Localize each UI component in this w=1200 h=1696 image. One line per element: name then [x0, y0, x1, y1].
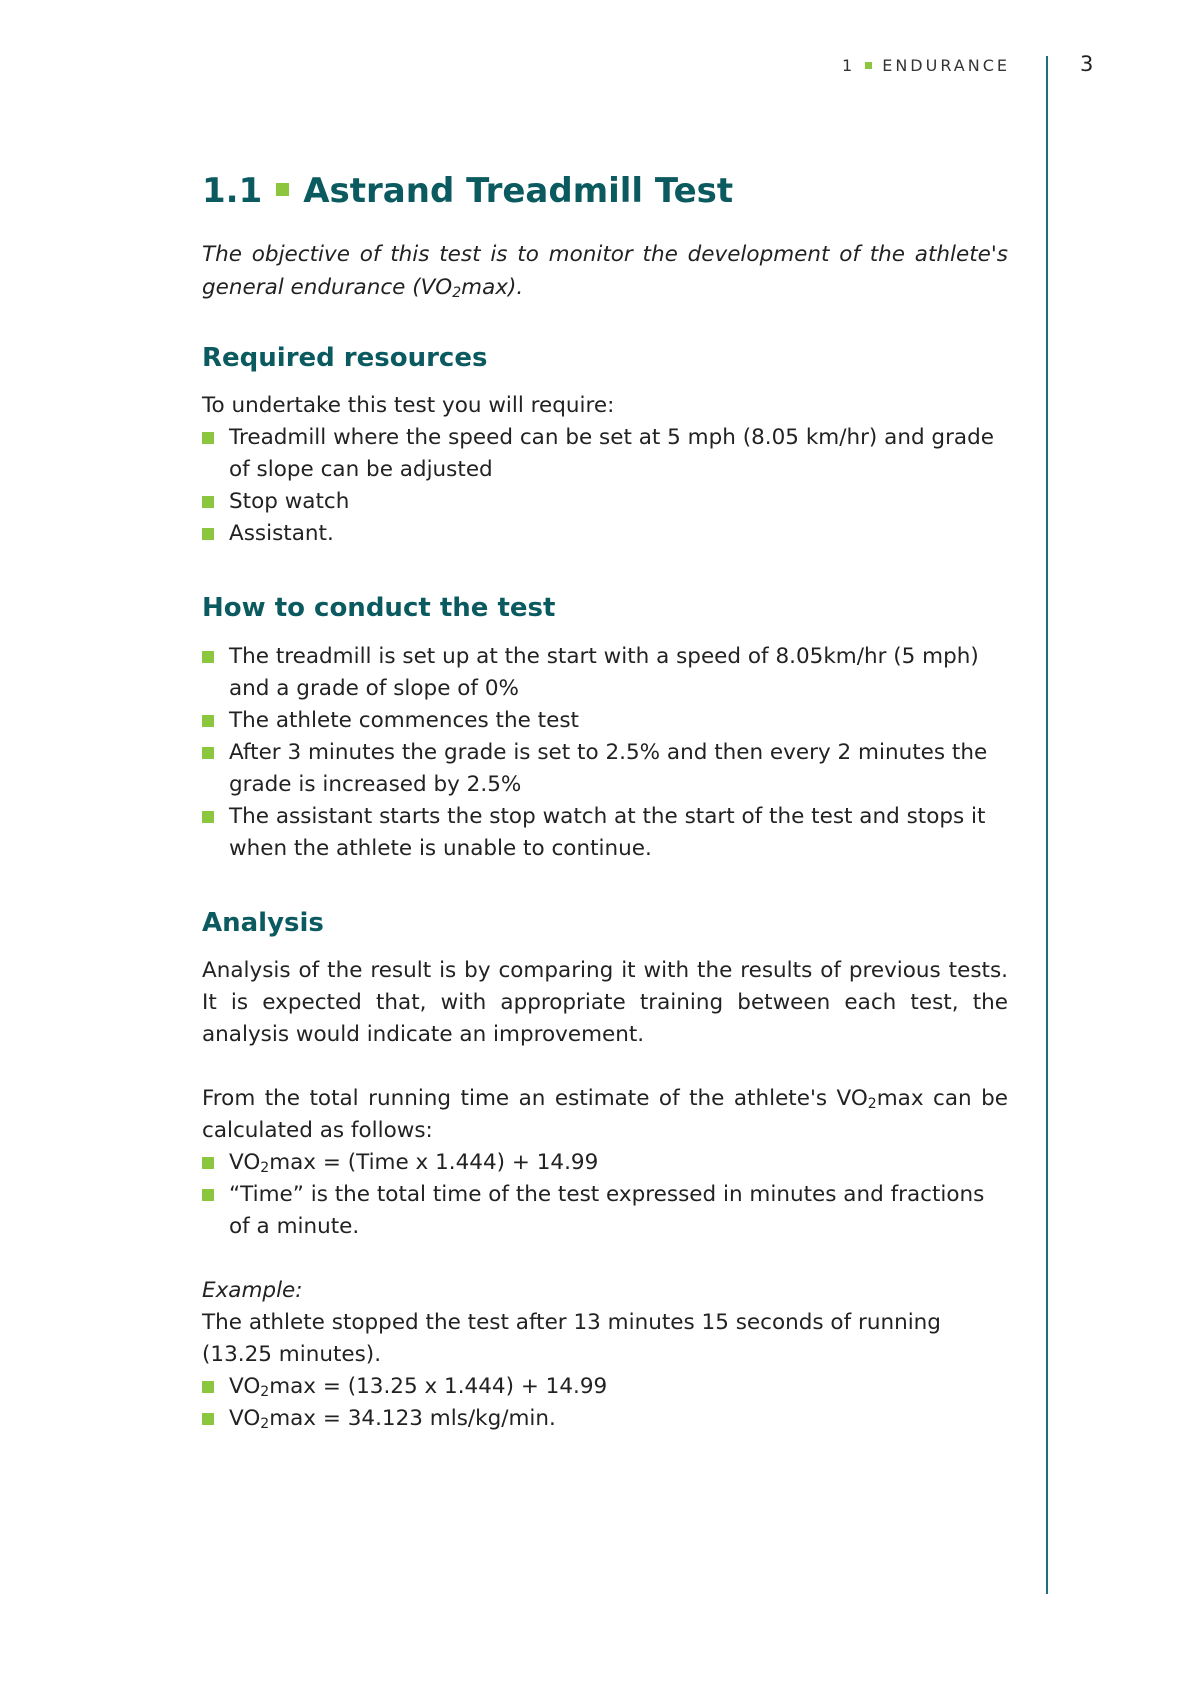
resources-intro: To undertake this test you will require:: [202, 393, 615, 418]
objective-text: The objective of this test is to monitor the development of the athlete's general endurance (VO: [202, 242, 1008, 300]
formula-text-end: max = (Time x 1.444) + 14.99: [269, 1150, 599, 1175]
example-list: [202, 1371, 1008, 1435]
section-title-text: Astrand Treadmill Test: [303, 171, 734, 211]
bullet-square-icon: [202, 496, 214, 508]
calculation-text-end: max can be calculated as follows:: [202, 1086, 1008, 1143]
formula-text: VO: [229, 1150, 261, 1175]
list-item: [202, 1371, 1008, 1403]
list-item: [202, 422, 1008, 486]
list-item: [202, 486, 1008, 518]
bullet-square-icon: [202, 1189, 214, 1201]
list-item-text: Stop watch: [229, 489, 350, 514]
list-item: [202, 518, 1008, 550]
bullet-square-icon: [202, 651, 214, 663]
bullet-square-icon: [202, 811, 214, 823]
calculation-text: From the total running time an estimate of the athlete's VO: [202, 1086, 868, 1111]
bullet-square-icon: [202, 747, 214, 759]
list-item-text: The treadmill is set up at the start with a speed of 8.05km/hr (5 mph) and a grade of slope of 0%: [229, 644, 979, 701]
formula-text: VO: [229, 1406, 261, 1431]
bullet-square-icon: [202, 1381, 214, 1393]
list-item: [202, 737, 1008, 801]
section-title: [202, 170, 1008, 212]
list-item-text: Assistant.: [229, 521, 334, 546]
formula-text: VO: [229, 1374, 261, 1399]
analysis-paragraph: Analysis of the result is by comparing it with the results of previous tests. It is expected that, with appropriate training between each test, the analysis would indicate an improvement.: [202, 958, 1008, 1047]
bullet-square-icon: [202, 715, 214, 727]
list-item-text: “Time” is the total time of the test expressed in minutes and fractions of a minute.: [229, 1182, 985, 1239]
example-paragraph: The athlete stopped the test after 13 minutes 15 seconds of running (13.25 minutes).: [202, 1310, 941, 1367]
list-item-text: The athlete commences the test: [229, 708, 579, 733]
chapter-number: 1: [842, 56, 856, 75]
formula-text-end: max = (13.25 x 1.444) + 14.99: [269, 1374, 608, 1399]
list-item: [202, 1147, 1008, 1179]
resources-list: [202, 422, 1008, 550]
objective-subscript: 2: [452, 285, 462, 301]
formula-subscript: 2: [260, 1160, 270, 1176]
formula-subscript: 2: [260, 1384, 270, 1400]
formula-subscript: 2: [260, 1416, 270, 1432]
list-item-text: The assistant starts the stop watch at the start of the test and stops it when the athlete is unable to continue.: [229, 804, 986, 861]
list-item: [202, 641, 1008, 705]
page-number: 3: [1080, 52, 1094, 76]
heading-required-resources: Required resources: [202, 343, 488, 373]
formula-text-end: max = 34.123 mls/kg/min.: [269, 1406, 556, 1431]
title-square-icon: [276, 183, 289, 196]
page-content: [202, 170, 1008, 1435]
list-item: [202, 1179, 1008, 1243]
objective-text-end: max).: [461, 275, 524, 300]
list-item-text: Treadmill where the speed can be set at 5 mph (8.05 km/hr) and grade of slope can be adjusted: [229, 425, 994, 482]
chapter-title: ENDURANCE: [882, 56, 1010, 75]
heading-analysis: Analysis: [202, 908, 324, 938]
list-item: [202, 801, 1008, 865]
header-square-icon: [865, 62, 872, 69]
bullet-square-icon: [202, 1157, 214, 1169]
formula-list: [202, 1147, 1008, 1243]
section-number: 1.1: [202, 171, 263, 211]
example-label: Example:: [202, 1278, 303, 1303]
calculation-subscript: 2: [867, 1096, 877, 1112]
running-header: [700, 56, 1010, 75]
objective-paragraph: [202, 238, 1008, 304]
list-item-text: After 3 minutes the grade is set to 2.5% and then every 2 minutes the grade is increased by 2.5%: [229, 740, 988, 797]
bullet-square-icon: [202, 1413, 214, 1425]
list-item: [202, 705, 1008, 737]
bullet-square-icon: [202, 432, 214, 444]
heading-how-to-conduct: How to conduct the test: [202, 593, 556, 623]
procedure-list: [202, 641, 1008, 865]
list-item: [202, 1403, 1008, 1435]
bullet-square-icon: [202, 528, 214, 540]
margin-rule: [1046, 56, 1048, 1594]
calculation-paragraph: [202, 1083, 1008, 1147]
